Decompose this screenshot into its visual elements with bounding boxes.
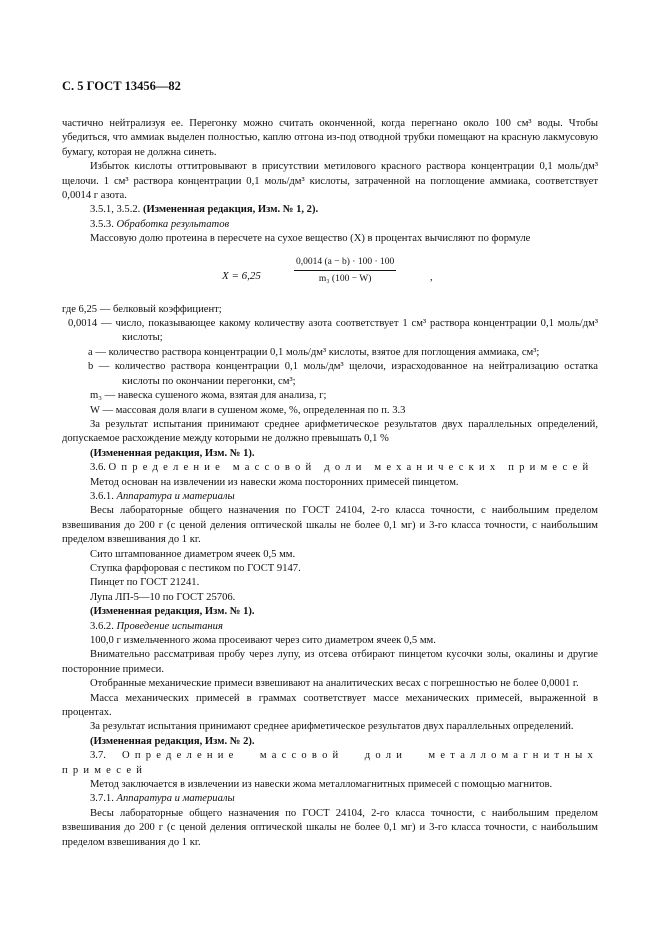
section-number: 3.6.2. [90, 620, 114, 632]
definition-line: где 6,25 — белковый коэффициент; [62, 303, 222, 315]
section-title: Аппаратура и материалы [116, 490, 235, 502]
section-3-5-3 [62, 218, 598, 232]
equipment-line: Ступка фарфоровая с пестиком по ГОСТ 9147. [90, 562, 301, 574]
section-number: 3.7.1. [90, 793, 114, 805]
paragraph: Весы лабораторные общего назначения по ГОСТ 24104, 2-го класса точности, с наибольшим пределом взвешивания до 200 г (с ценой деления оптической шкалы не более 0,1 мг) и 3-го класса точности, с наибольшим пределом взвешивания до 1 кг. [62, 505, 598, 546]
section-number: 3.6. [90, 462, 106, 474]
section-title: Обработка результатов [116, 218, 230, 230]
formula-comma: , [430, 271, 433, 283]
paragraph: За результат испытания принимают среднее арифметическое результатов двух параллельных определений. [90, 721, 574, 733]
definition-line: a — количество раствора концентрации 0,1 моль/дм³ кислоты, взятое для поглощения аммиака, см³; [88, 346, 540, 358]
protein-formula [62, 247, 598, 303]
paragraph: Внимательно рассматривая пробу через лупу, из отсева отбирают пинцетом кусочки золы, окалины и другие посторонние примеси. [62, 649, 598, 675]
section-title: Проведение испытания [116, 620, 223, 632]
section-title: Определение массовой доли металломагнитных примесей [62, 750, 598, 776]
section-number: 3.5.1, 3.5.2. [90, 204, 141, 216]
paragraph: 100,0 г измельченного жома просеивают через сито диаметром ячеек 0,5 мм. [90, 635, 436, 646]
formula-lhs: X = 6,25 [222, 269, 261, 282]
paragraph: Метод основан на извлечении из навески жома посторонних примесей пинцетом. [90, 476, 459, 488]
revision-note: (Измененная редакция, Изм. № 1, 2). [142, 204, 319, 216]
paragraph: За результат испытания принимают среднее арифметическое результатов двух параллельных определений, допускаемое расхождение между которыми не должно превышать 0,1 % [62, 418, 598, 445]
section-number: 3.6.1. [90, 490, 114, 502]
section-3-7 [62, 749, 598, 778]
equipment-line: Пинцет по ГОСТ 21241. [90, 577, 200, 589]
paragraph: Избыток кислоты оттитровывают в присутствии метилового красного раствора концентрации 0,1 моль/дм³ щелочи. 1 см³ раствора концентрации 0,1 моль/дм³ кислоты, затраченной на поглощение аммиака, соответствует 0,0014 г азота. [62, 161, 598, 202]
formula-fraction [294, 255, 396, 287]
section-3-6-1 [62, 490, 598, 504]
paragraph: частично нейтрализуя ее. Перегонку можно считать оконченной, когда перегнано около 100 см³ воды. Чтобы убедиться, что аммиак выделен полностью, каплю отгона из-под отводной трубки помещают на красную лакмусовую бумагу, которая не должна синеть. [62, 118, 598, 158]
section-title: Аппаратура и материалы [116, 793, 235, 805]
revision-note: (Измененная редакция, Изм. № 1). [90, 447, 255, 459]
section-number: 3.5.3. [90, 218, 114, 230]
document-body [62, 117, 598, 850]
paragraph: Весы лабораторные общего назначения по ГОСТ 24104, 2-го класса точности, с наибольшим пределом взвешивания до 200 г (с ценой деления оптической шкалы не более 0,1 мг) и 3-го класса точности, с наибольшим пределом взвешивания до 1 кг. [62, 807, 598, 848]
equipment-line: Сито штампованное диаметром ячеек 0,5 мм. [90, 548, 296, 560]
paragraph: Масса механических примесей в граммах соответствует массе механических примесей, выраженной в процентах. [62, 692, 598, 719]
revision-note: (Измененная редакция, Изм. № 1). [90, 606, 255, 618]
revision-note: (Измененная редакция, Изм. № 2). [90, 735, 255, 747]
paragraph: Массовую долю протеина в пересчете на сухое вещество (X) в процентах вычисляют по формуле [90, 233, 531, 245]
section-3-7-1 [62, 792, 598, 806]
section-3-6-2 [62, 620, 598, 634]
formula-denominator: m₃ (100 − W) [318, 274, 372, 285]
section-3-6 [62, 461, 598, 475]
definition-line: m₃ — навеска сушеного жома, взятая для анализа, г; [90, 390, 327, 402]
section-title: Определение массовой доли механических примесей [108, 462, 594, 474]
equipment-line: Лупа ЛП-5—10 по ГОСТ 25706. [90, 591, 236, 603]
section-3-5-1 [62, 203, 598, 217]
page-header: С. 5 ГОСТ 13456—82 [62, 79, 181, 93]
definition-line: W — массовая доля влаги в сушеном жоме, %, определенная по п. 3.3 [90, 404, 406, 416]
definition-line: 0,0014 — число, показывающее какому количеству азота соответствует 1 см³ раствора концентрации 0,1 моль/дм³ кислоты; [68, 318, 598, 344]
paragraph: Метод заключается в извлечении из навески жома металломагнитных примесей с помощью магнитов. [90, 779, 553, 791]
section-number: 3.7. [90, 750, 106, 762]
formula-numerator: 0,0014 (a − b) · 100 · 100 [294, 255, 396, 271]
definition-line: b — количество раствора концентрации 0,1 моль/дм³ щелочи, израсходованное на нейтрализацию остатка кислоты по окончании перегонки, см³; [88, 361, 598, 387]
paragraph: Отобранные механические примеси взвешивают на аналитических весах с погрешностью не более 0,0001 г. [90, 678, 579, 690]
